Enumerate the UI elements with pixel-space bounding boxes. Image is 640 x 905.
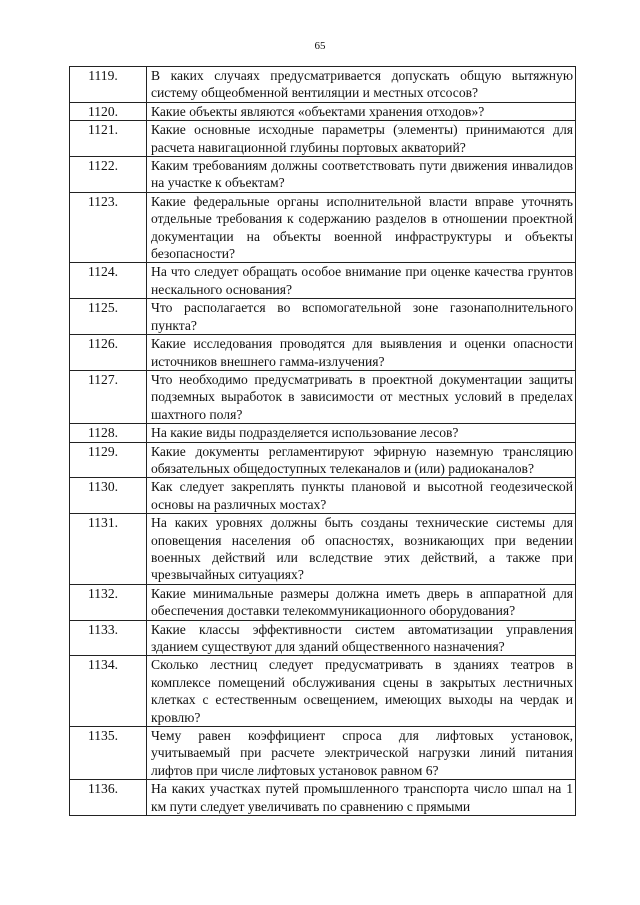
table-row xyxy=(70,121,576,157)
question-number: 1124. xyxy=(70,263,147,299)
table-row xyxy=(70,727,576,780)
question-text: Какие документы регламентируют эфирную наземную трансляцию обязательных общедоступных телеканалов и (или) радиоканалов? xyxy=(147,442,576,478)
question-text: Что необходимо предусматривать в проектной документации защиты подземных выработок в зависимости от местных условий в пределах шахтного поля? xyxy=(147,370,576,423)
question-number: 1120. xyxy=(70,102,147,120)
table-row xyxy=(70,263,576,299)
question-number: 1128. xyxy=(70,424,147,442)
table-row xyxy=(70,584,576,620)
question-text: Как следует закреплять пункты плановой и высотной геодезической основы на различных мостах? xyxy=(147,478,576,514)
question-text: На что следует обращать особое внимание при оценке качества грунтов нескального основания? xyxy=(147,263,576,299)
table-row xyxy=(70,424,576,442)
question-number: 1130. xyxy=(70,478,147,514)
question-number: 1121. xyxy=(70,121,147,157)
question-number: 1119. xyxy=(70,67,147,103)
questions-table-body xyxy=(70,67,576,816)
table-row xyxy=(70,335,576,371)
table-row xyxy=(70,192,576,263)
question-text: Какие исследования проводятся для выявления и оценки опасности источников внешнего гамма-излучения? xyxy=(147,335,576,371)
question-number: 1132. xyxy=(70,584,147,620)
question-text: Чему равен коэффициент спроса для лифтовых установок, учитываемый при расчете электрической нагрузки линий питания лифтов при числе лифтовых установок равном 6? xyxy=(147,727,576,780)
table-row xyxy=(70,67,576,103)
question-text: На какие виды подразделяется использование лесов? xyxy=(147,424,576,442)
question-text: Какие объекты являются «объектами хранения отходов»? xyxy=(147,102,576,120)
questions-table xyxy=(69,66,576,816)
page-number: 65 xyxy=(314,40,326,52)
question-text: На каких участках путей промышленного транспорта число шпал на 1 км пути следует увеличивать по сравнению с прямыми xyxy=(147,780,576,816)
question-text: Какие основные исходные параметры (элементы) принимаются для расчета навигационной глубины портовых акваторий? xyxy=(147,121,576,157)
question-text: Сколько лестниц следует предусматривать в зданиях театров в комплексе помещений обслуживания сцены в закрытых лестничных клетках с естественным освещением, имеющих выходы на чердак и кровлю? xyxy=(147,656,576,727)
question-number: 1131. xyxy=(70,514,147,585)
table-row xyxy=(70,102,576,120)
question-text: В каких случаях предусматривается допускать общую вытяжную систему общеобменной вентиляции и местных отсосов? xyxy=(147,67,576,103)
question-number: 1136. xyxy=(70,780,147,816)
question-text: Какие федеральные органы исполнительной власти вправе уточнять отдельные требования к содержанию разделов в отношении проектной документации на объекты военной инфраструктуры и объекты безопасности? xyxy=(147,192,576,263)
table-row xyxy=(70,780,576,816)
question-number: 1122. xyxy=(70,157,147,193)
question-number: 1133. xyxy=(70,620,147,656)
table-row xyxy=(70,299,576,335)
question-number: 1123. xyxy=(70,192,147,263)
question-number: 1125. xyxy=(70,299,147,335)
question-number: 1135. xyxy=(70,727,147,780)
question-text: Какие минимальные размеры должна иметь дверь в аппаратной для обеспечения доставки телекоммуникационного оборудования? xyxy=(147,584,576,620)
table-row xyxy=(70,656,576,727)
table-row xyxy=(70,370,576,423)
table-row xyxy=(70,442,576,478)
table-row xyxy=(70,514,576,585)
table-row xyxy=(70,478,576,514)
question-number: 1129. xyxy=(70,442,147,478)
table-row xyxy=(70,157,576,193)
question-text: Каким требованиям должны соответствовать пути движения инвалидов на участке к объектам? xyxy=(147,157,576,193)
table-row xyxy=(70,620,576,656)
question-number: 1127. xyxy=(70,370,147,423)
question-text: Что располагается во вспомогательной зоне газонаполнительного пункта? xyxy=(147,299,576,335)
question-number: 1126. xyxy=(70,335,147,371)
question-number: 1134. xyxy=(70,656,147,727)
question-text: Какие классы эффективности систем автоматизации управления зданием существуют для зданий общественного назначения? xyxy=(147,620,576,656)
question-text: На каких уровнях должны быть созданы технические системы для оповещения населения об опасностях, возникающих при ведении военных действий или вследствие этих действий, а также при чрезвычайных ситуациях? xyxy=(147,514,576,585)
